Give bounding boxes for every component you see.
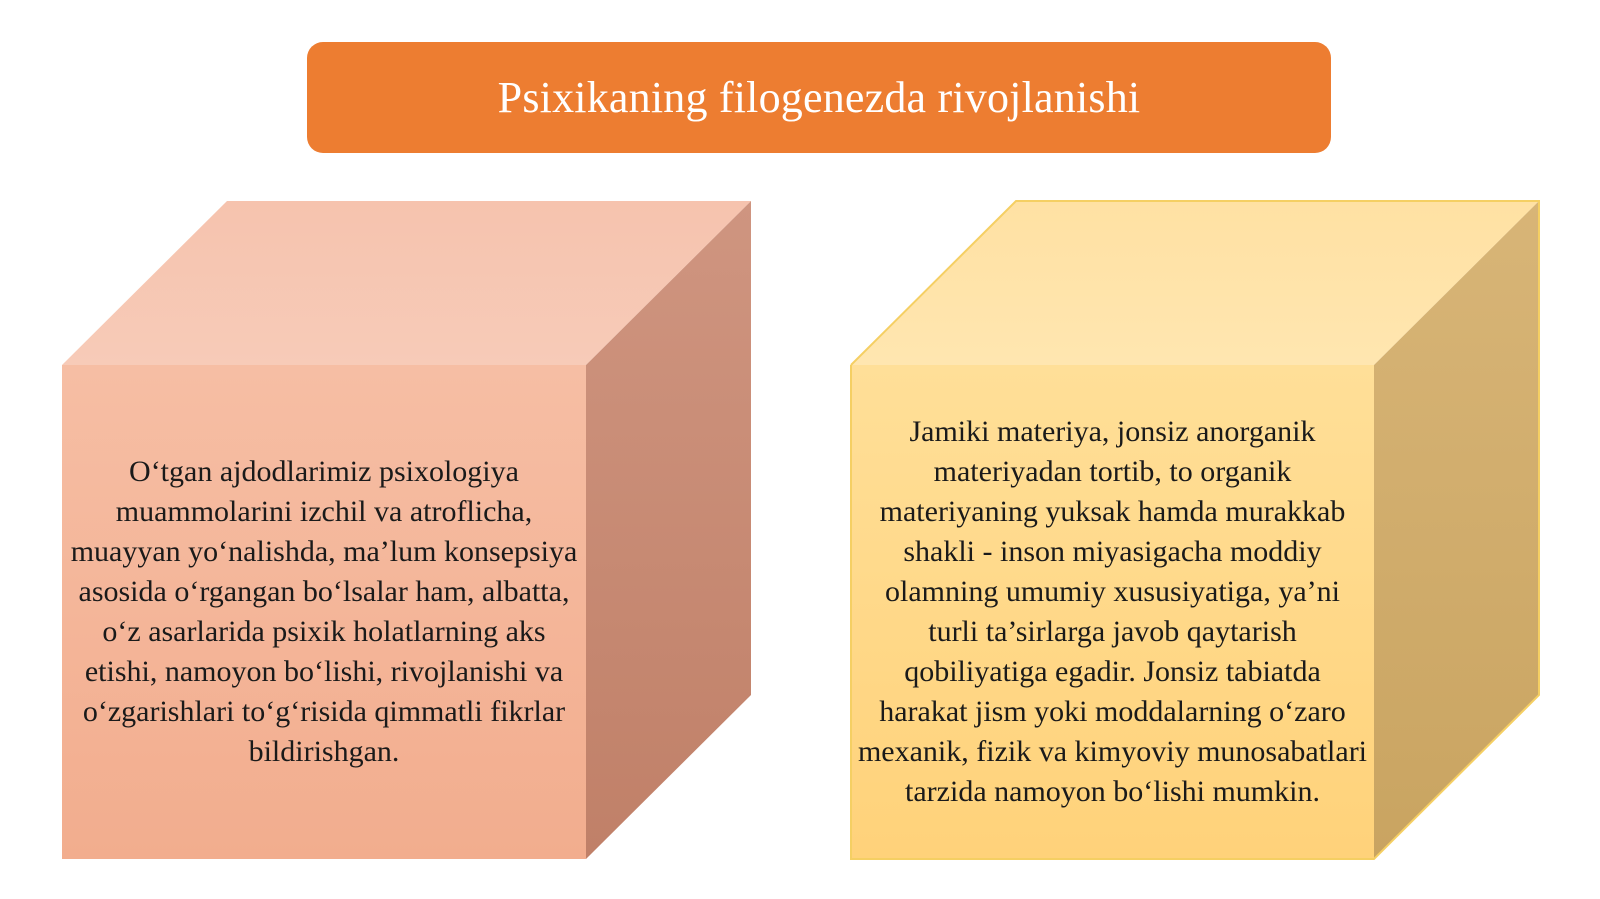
right-cube-text xyxy=(851,365,1374,859)
left-cube-paragraph: O‘tgan ajdodlarimiz psixologiya muammolarini izchil va atroflicha, muayyan yo‘nalishda, ma’lum konsepsiya asosida o‘rgangan bo‘lsalar ham, albatta, o‘z asarlarida psixik holatlarning aks etishi, namoyon bo‘lishi, rivojlanishi va o‘zgarishlari to‘g‘risida qimmatli fikrlar bildirishgan. xyxy=(70,455,578,768)
right-cube-paragraph: Jamiki materiya, jonsiz anorganik materiyadan tortib, to organik materiyaning yuksak hamda murakkab shakli - inson miyasigacha moddiy olamning umumiy xususiyatiga, ya’ni turli ta’sirlarga javob qaytarish qobiliyatiga egadir. Jonsiz tabiatda harakat jism yoki moddalarning o‘zaro mexanik, fizik va kimyoviy munosabatlari tarzida namoyon bo‘lishi mumkin. xyxy=(857,415,1368,808)
left-cube-text xyxy=(62,365,586,859)
title-banner xyxy=(307,42,1331,153)
slide-title: Psixikaning filogenezda rivojlanishi xyxy=(497,73,1141,122)
